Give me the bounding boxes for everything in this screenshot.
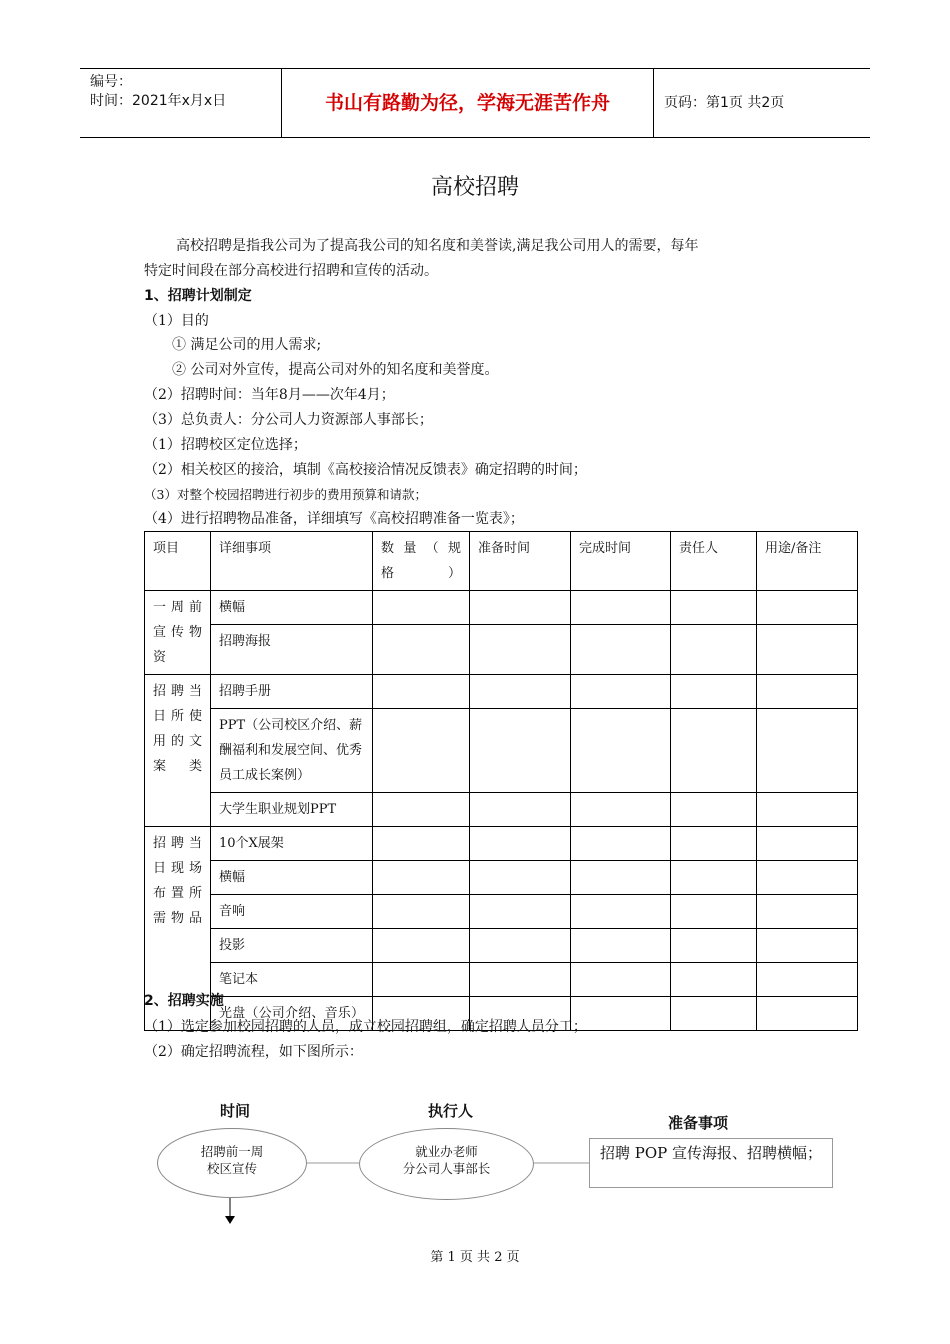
intro-line-2: 特定时间段在部分高校进行招聘和宣传的活动。: [144, 263, 438, 279]
page-title: 高校招聘: [430, 175, 519, 200]
flow-time-node: [157, 1128, 307, 1198]
table-row: [145, 895, 858, 929]
column-header: 责任人: [671, 532, 757, 591]
preparation-table: [144, 531, 858, 1031]
flow-header-prep: 准备事项: [668, 1114, 729, 1132]
table-cell: 横幅: [211, 591, 373, 625]
table-row: [145, 963, 858, 997]
section2-heading: 2、招聘实施: [144, 993, 224, 1009]
list-item: （1）目的: [144, 313, 209, 329]
table-row: [145, 827, 858, 861]
list-item: （2）相关校区的接洽，填制《高校接洽情况反馈表》确定招聘的时间；: [144, 462, 587, 478]
list-item: （2）招聘时间：当年8月——次年4月；: [144, 387, 395, 403]
flow-executor-node: [359, 1128, 534, 1200]
table-row: [145, 675, 858, 709]
table-row: [145, 861, 858, 895]
table-cell: 横幅: [211, 861, 373, 895]
list-item: （3）对整个校园招聘进行初步的费用预算和请款；: [144, 487, 427, 502]
column-header: 数 量 （ 规 格）: [373, 532, 470, 591]
intro-line-1: 高校招聘是指我公司为了提高我公司的知名度和美誉读,满足我公司用人的需要，每年: [176, 238, 699, 254]
document-header: [80, 68, 870, 138]
recruitment-flowchart: [0, 1090, 950, 1240]
table-cell: 招聘手册: [211, 675, 373, 709]
time-label: 时间：2021年x月x日: [90, 93, 227, 109]
column-header: 项目: [145, 532, 211, 591]
list-item: （1）招聘校区定位选择；: [144, 437, 307, 453]
table-cell: 投影: [211, 929, 373, 963]
header-meta: [80, 69, 281, 137]
table-row: [145, 591, 858, 625]
group-label: 招聘当日现场布置所需物品: [145, 827, 211, 1031]
table-header-row: [145, 532, 858, 591]
table-cell: 音响: [211, 895, 373, 929]
code-label: 编号：: [90, 74, 132, 90]
table-cell: 光盘（公司介绍、音乐）: [211, 997, 373, 1031]
list-item: （1）选定参加校园招聘的人员，成立校园招聘组，确定招聘人员分工；: [144, 1019, 587, 1035]
table-cell: 大学生职业规划PPT: [211, 793, 373, 827]
list-item: （4）进行招聘物品准备，详细填写《高校招聘准备一览表》；: [144, 511, 524, 527]
group-label: 一周前宣传物资: [145, 591, 211, 675]
column-header: 详细事项: [211, 532, 373, 591]
node-line: 校区宣传: [206, 1161, 257, 1176]
list-item: （2）确定招聘流程，如下图所示：: [144, 1044, 363, 1060]
table-row: [145, 625, 858, 675]
list-item: （3）总负责人：分公司人力资源部人事部长；: [144, 412, 433, 428]
flow-header-time: 时间: [220, 1102, 251, 1120]
page-footer: 第 1 页 共 2 页: [430, 1250, 520, 1265]
column-header: 准备时间: [470, 532, 571, 591]
table-cell: 笔记本: [211, 963, 373, 997]
table-row: [145, 793, 858, 827]
node-line: 分公司人事部长: [402, 1161, 491, 1176]
flow-prep-box: 招聘 POP 宣传海报、招聘横幅；: [589, 1138, 833, 1188]
table-cell: PPT（公司校区介绍、薪酬福利和发展空间、优秀员工成长案例）: [211, 709, 373, 793]
node-line: 招聘前一周: [200, 1144, 264, 1159]
table-row: [145, 929, 858, 963]
table-cell: 招聘海报: [211, 625, 373, 675]
column-header: 完成时间: [571, 532, 671, 591]
node-line: 就业办老师: [415, 1144, 478, 1159]
header-motto: 书山有路勤为径，学海无涯苦作舟: [281, 69, 654, 137]
section1-heading: 1、招聘计划制定: [144, 288, 252, 304]
table-cell: 10个X展架: [211, 827, 373, 861]
list-item: ② 公司对外宣传，提高公司对外的知名度和美誉度。: [172, 362, 499, 378]
group-label: 招聘当日所使用的文案类: [145, 675, 211, 827]
table-row: [145, 709, 858, 793]
header-page-info: 页码：第1页 共2页: [664, 95, 785, 111]
list-item: ① 满足公司的用人需求;: [172, 337, 322, 353]
column-header: 用途/备注: [757, 532, 858, 591]
flow-header-executor: 执行人: [428, 1102, 474, 1120]
